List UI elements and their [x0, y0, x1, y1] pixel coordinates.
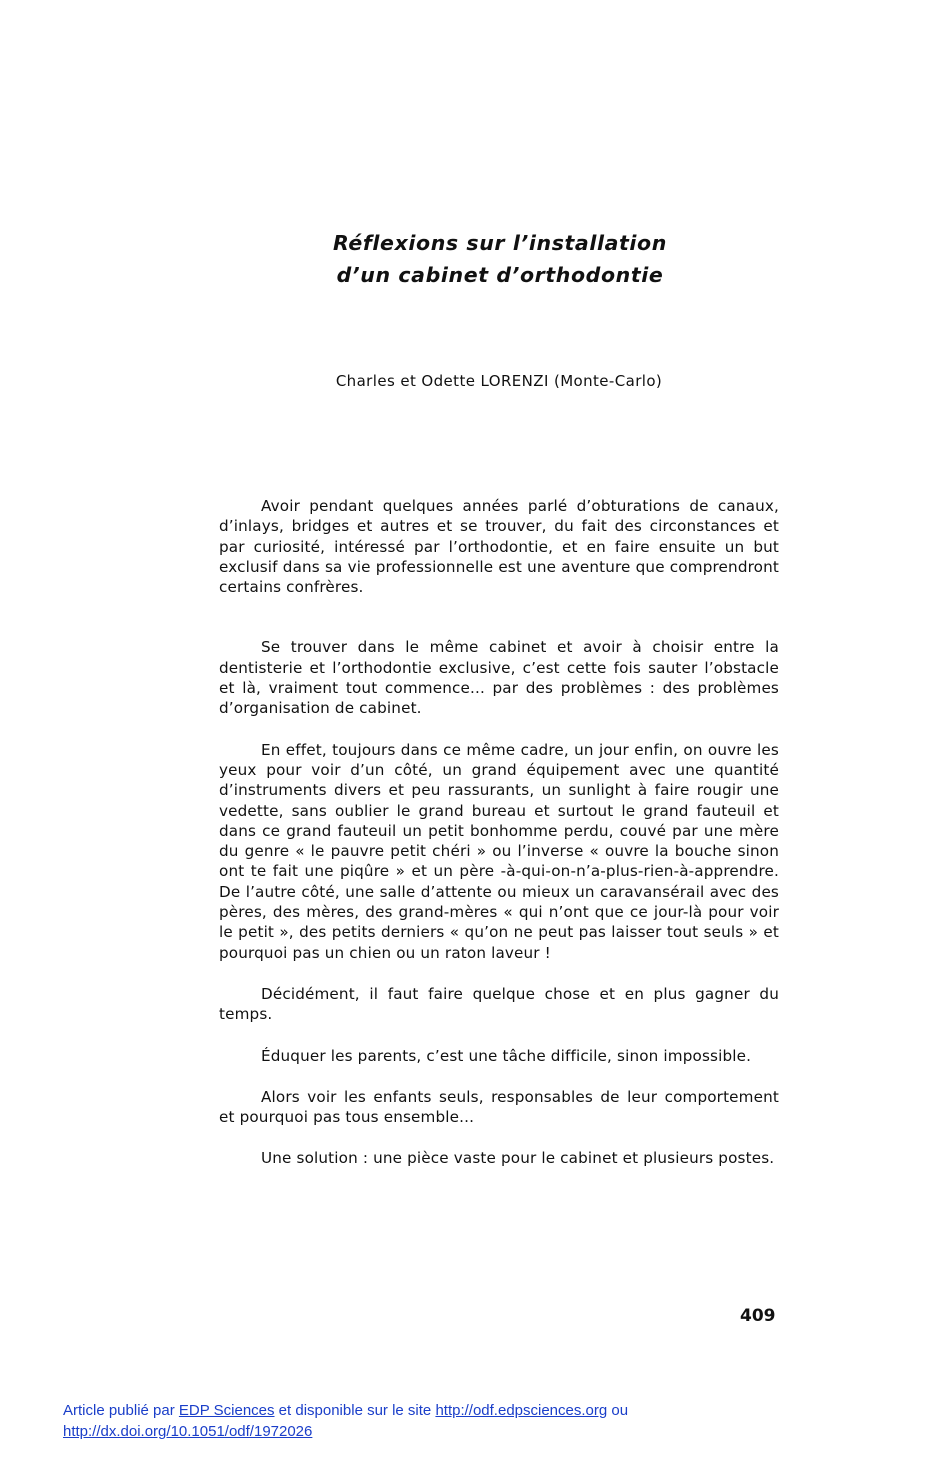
paragraph-2: Se trouver dans le même cabinet et avoir à choisir entre la dentisterie et l’orthodontie exclusive, c’est cette fois sauter l’obstacle et là, vraiment tout commence... par des problèmes : des problèmes d’organisation de cabinet.	[219, 638, 779, 718]
footer-prefix: Article publié par	[63, 1402, 179, 1419]
paragraph-1: Avoir pendant quelques années parlé d’obturations de canaux, d’inlays, bridges et autres et se trouver, du fait des circonstances et par curiosité, intéressé par l’orthodontie, et en faire ensuite un but exclusif dans sa vie professionnelle est une aventure que comprendront certains confrères.	[219, 497, 779, 597]
article-authors: Charles et Odette LORENZI (Monte-Carlo)	[335, 372, 663, 390]
paragraph-6: Alors voir les enfants seuls, responsables de leur comportement et pourquoi pas tous ensemble...	[219, 1087, 779, 1127]
footer-middle: et disponible sur le site	[274, 1402, 436, 1419]
article-body	[219, 496, 779, 1169]
article-title	[200, 227, 800, 291]
title-line-2: d’un cabinet d’orthodontie	[336, 263, 664, 287]
site-link[interactable]: http://odf.edpsciences.org	[435, 1402, 608, 1419]
publisher-link[interactable]: EDP Sciences	[178, 1402, 275, 1419]
publisher-footer	[63, 1400, 823, 1442]
title-line-1: Réflexions sur l’installation	[333, 231, 667, 255]
paragraph-4: Décidément, il faut faire quelque chose et en plus gagner du temps.	[219, 984, 779, 1024]
footer-suffix: ou	[607, 1402, 629, 1419]
paragraph-5: Éduquer les parents, c’est une tâche difficile, sinon impossible.	[261, 1046, 752, 1065]
doi-link[interactable]: http://dx.doi.org/10.1051/odf/1972026	[63, 1423, 313, 1440]
page-number: 409	[740, 1306, 776, 1326]
paragraph-3: En effet, toujours dans ce même cadre, un jour enfin, on ouvre les yeux pour voir d’un côté, un grand équipement avec une quantité d’instruments divers et peu rassurants, un sunlight à faire rougir une vedette, sans oublier le grand bureau et surtout le grand fauteuil et dans ce grand fauteuil un petit bonhomme perdu, couvé par une mère du genre « le pauvre petit chéri » ou l’inverse « ouvre la bouche sinon ont te fait une piqûre » et un père -à-qui-on-n’a-plus-rien-à-apprendre. De l’autre côté, une salle d’attente ou mieux un caravansérail avec des pères, des mères, des grand-mères « qui n’ont que ce jour-là pour voir le petit », des petits derniers « qu’on ne peut pas laisser tout seuls » et pourquoi pas un chien ou un raton laveur !	[219, 740, 779, 962]
paragraph-7: Une solution : une pièce vaste pour le cabinet et plusieurs postes.	[261, 1149, 775, 1168]
